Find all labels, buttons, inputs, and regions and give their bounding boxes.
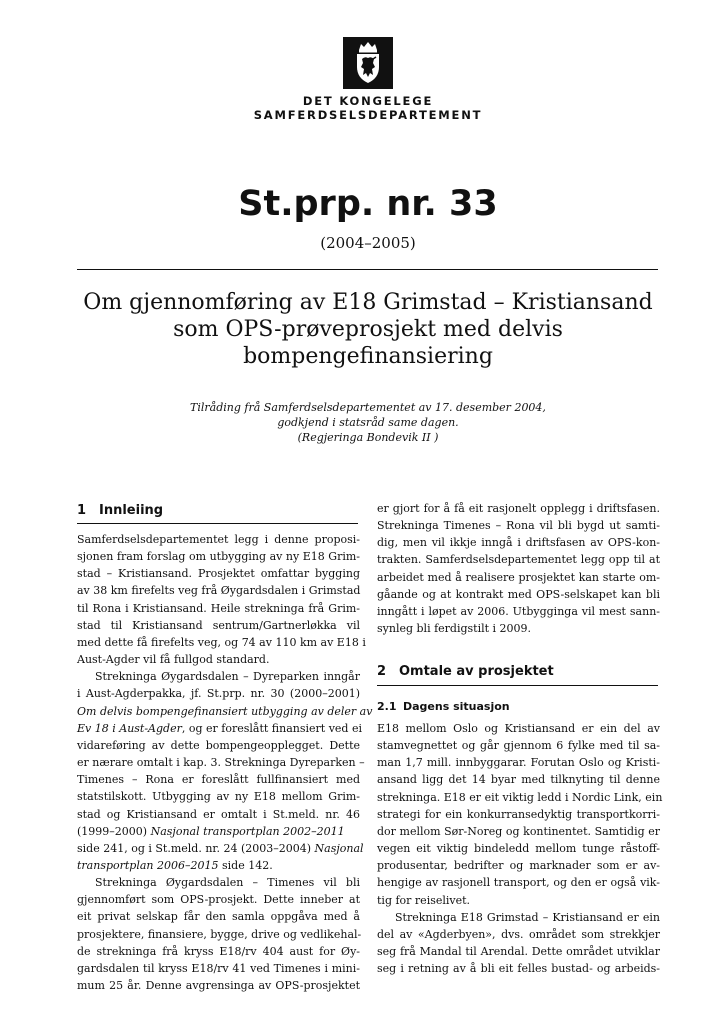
text-line: Aust-Agder vil få fullgod standard. — [77, 653, 270, 667]
text-line: Strekninga Øygardsdalen – Timenes vil bli — [95, 876, 360, 890]
section-rule — [77, 523, 358, 524]
section-title: Omtale av prosjektet — [399, 664, 554, 679]
right-column-bottom — [377, 720, 663, 977]
text-line: de strekninga frå kryss E18/rv 404 aust for Øy- — [77, 944, 360, 958]
text-line: tig for reiselivet. — [377, 893, 471, 907]
text-line: dig, men vil ikkje inngå i driftsfasen av OPS-kon- — [377, 536, 660, 550]
document-title — [70, 289, 666, 370]
proposition-number: St.prp. nr. 33 — [238, 184, 498, 224]
text-line: Strekninga Timenes – Rona vil bli bygd ut samti- — [377, 519, 660, 533]
italic-text: Om delvis bompengefinansiert utbygging av deler av — [77, 704, 373, 718]
text-line: gjennomført som OPS-prosjekt. Dette inneber at — [77, 893, 360, 907]
section-heading-2 — [377, 664, 554, 679]
section-title: Innleiing — [99, 503, 164, 518]
subtitle — [150, 400, 586, 445]
title-line: Om gjennomføring av E18 Grimstad – Kristiansand — [83, 290, 653, 315]
text-line: stamvegnettet og går gjennom 6 fylke med til sa- — [377, 739, 660, 753]
subsection-heading-2-1 — [377, 700, 510, 713]
text-line: ansand ligg det 14 byar med tilknyting til denne — [377, 773, 660, 787]
italic-text: transportplan 2006–2015 — [77, 858, 219, 872]
text-line: strategi for ein konkurransedyktig transportkorri- — [377, 807, 660, 821]
text-line: dor mellom Sør-Noreg og kontinentet. Samtidig er — [377, 824, 660, 838]
text-line: i Aust-Agderpakka, jf. St.prp. nr. 30 (2000–2001) — [77, 687, 360, 701]
italic-text: Nasjonal transportplan 2002–2011 — [150, 824, 345, 838]
text-line: mum 25 år. Denne avgrensinga av OPS-prosjektet — [77, 979, 360, 993]
text-line: er nærare omtalt i kap. 3. Strekninga Dyreparken – — [77, 756, 365, 770]
session-year: (2004–2005) — [320, 234, 416, 252]
text-line: man 1,7 mill. innbyggarar. Forutan Oslo og Kristi- — [377, 756, 660, 770]
text-line: prosjektere, finansiere, bygge, drive og vedlikehal- — [77, 927, 362, 941]
text-line: eit privat selskap får den samla oppgåva med å — [77, 910, 360, 924]
text-line: seg frå Mandal til Arendal. Dette området utviklar — [377, 945, 660, 959]
section-heading-1 — [77, 503, 163, 518]
subtitle-line: Tilråding frå Samferdselsdepartementet av 17. desember 2004, — [190, 401, 546, 414]
text-line: E18 mellom Oslo og Kristiansand er ein del av — [377, 722, 660, 735]
text-line: Timenes – Rona er foreslått fullfinansiert med — [77, 773, 360, 787]
title-line: som OPS-prøveprosjekt med delvis — [173, 317, 563, 342]
subtitle-line: (Regjeringa Bondevik II ) — [297, 431, 439, 444]
text-line: Strekninga Øygardsdalen – Dyreparken inngår — [95, 670, 360, 684]
subsection-number: 2.1 — [377, 700, 397, 713]
text-line: del av «Agderbyen», dvs. området som strekkjer — [377, 927, 660, 941]
text-line: synleg bli ferdigstilt i 2009. — [377, 622, 532, 636]
text-line — [77, 857, 360, 874]
department-name-line2: SAMFERDSELSDEPARTEMENT — [253, 108, 483, 122]
text-line — [77, 840, 364, 857]
text-line — [77, 720, 363, 737]
text-line — [77, 823, 360, 840]
text-line: av 38 km firefelts veg frå Øygardsdalen i Grimstad — [77, 584, 361, 598]
text-line: Strekninga E18 Grimstad – Kristiansand er ein — [395, 910, 660, 924]
text-line: vegen eit viktig bindeledd mellom tunge råstoff- — [377, 842, 660, 856]
section-number: 1 — [77, 503, 87, 518]
text-line: inngått i løpet av 2006. Utbygginga vil mest sann- — [377, 604, 660, 618]
text-line: sjonen fram forslag om utbygging av ny E18 Grim- — [77, 550, 360, 564]
text-line: strekninga. E18 er eit viktig ledd i Nordic Link, ein — [377, 790, 663, 804]
text-line: statstilskott. Utbygging av ny E18 mellom Grim- — [77, 790, 360, 804]
section-rule — [377, 685, 658, 686]
subsection-title: Dagens situasjon — [403, 700, 510, 713]
text-line: Samferdselsdepartementet legg i denne proposi- — [77, 533, 360, 546]
text-fragment: side 142. — [218, 858, 273, 872]
italic-text: Ev 18 i Aust-Agder — [77, 721, 182, 735]
text-line: seg i retning av å bli eit felles bustad- og arbeids- — [377, 962, 660, 976]
text-line: er gjort for å få eit rasjonelt opplegg i driftsfasen. — [377, 502, 660, 515]
text-line: til Rona i Kristiansand. Heile strekninga frå Grim- — [77, 601, 360, 615]
section-number: 2 — [377, 664, 387, 679]
text-line: gåande og at kontrakt med OPS-selskapet kan bli — [377, 587, 660, 601]
text-line: produsentar, bedrifter og marknader som er av- — [377, 859, 660, 873]
text-line: vidareføring av dette bompengeopplegget. Dette — [77, 738, 360, 752]
italic-text: Nasjonal — [314, 841, 364, 855]
title-divider — [77, 269, 658, 270]
text-fragment: (1999–2000) — [77, 824, 148, 838]
coat-of-arms-icon — [343, 37, 393, 89]
text-line: arbeidet med å realisere prosjektet kan starte om- — [377, 570, 660, 584]
text-line: stad og Kristiansand er omtalt i St.meld. nr. 46 — [77, 807, 360, 821]
text-fragment: side 241, og i St.meld. nr. 24 (2003–2004) — [77, 841, 312, 855]
text-line: hengige av rasjonell transport, og den er også vik- — [377, 876, 660, 890]
text-fragment: , og er foreslått finansiert ved ei — [181, 721, 363, 735]
left-column — [77, 531, 373, 994]
text-line: med dette få firefelts veg, og 74 av 110 km av E18 i — [77, 635, 366, 649]
text-line: stad til Kristiansand sentrum/Gartnerløkka vil — [77, 618, 360, 632]
subtitle-line: godkjend i statsråd same dagen. — [277, 416, 459, 429]
text-line: trakten. Samferdselsdepartementet legg opp til at — [377, 553, 660, 567]
department-name-line1: DET KONGELEGE — [302, 94, 434, 108]
right-column-top — [377, 500, 660, 637]
title-line: bompengefinansiering — [243, 344, 493, 369]
text-line: gardsdalen til kryss E18/rv 41 ved Timenes i mini- — [77, 961, 360, 975]
text-line: stad – Kristiansand. Prosjektet omfattar bygging — [77, 567, 360, 581]
text-line — [77, 703, 373, 720]
